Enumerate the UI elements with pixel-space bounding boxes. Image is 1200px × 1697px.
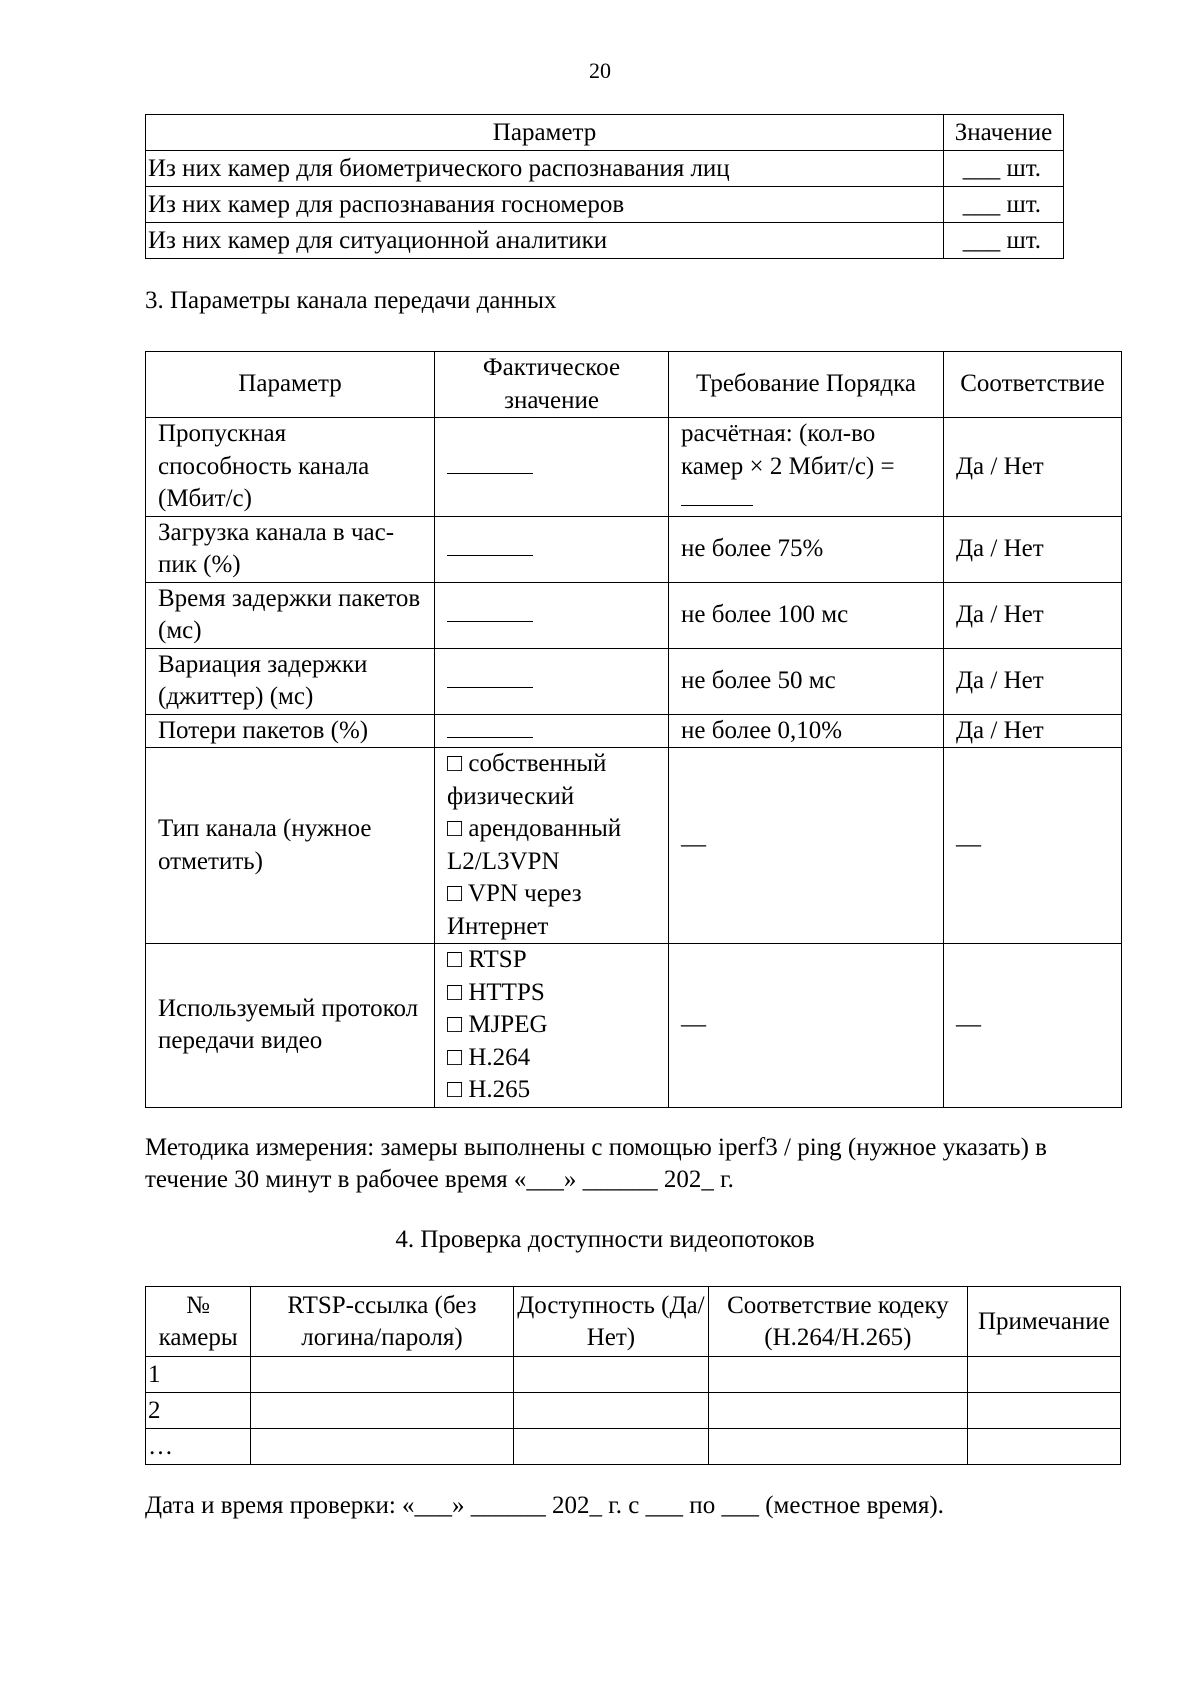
- table-row: [146, 187, 1064, 223]
- header-value: Значение: [944, 115, 1064, 151]
- checkbox-option[interactable]: □ H.264: [447, 1043, 531, 1071]
- compliance-cell: —: [944, 748, 1122, 944]
- table-row: [146, 1393, 1121, 1429]
- table-row: [146, 1429, 1121, 1465]
- note-cell[interactable]: [967, 1429, 1120, 1465]
- rtsp-link-cell[interactable]: [251, 1429, 514, 1465]
- rtsp-link-cell[interactable]: [251, 1357, 514, 1393]
- camera-count-table: [145, 114, 1064, 259]
- compliance-cell: Да / Нет: [944, 714, 1122, 748]
- requirement-cell: не более 50 мс: [669, 648, 944, 714]
- camera-number-cell: …: [146, 1429, 251, 1465]
- header-camera-number: № камеры: [146, 1287, 251, 1357]
- compliance-cell: Да / Нет: [944, 648, 1122, 714]
- blank-line: [447, 535, 533, 556]
- camera-number-cell: 2: [146, 1393, 251, 1429]
- table-row-protocol: [146, 944, 1122, 1108]
- requirement-cell: [669, 418, 944, 517]
- param-cell: Загрузка канала в час-пик (%): [146, 516, 435, 582]
- param-cell: Тип канала (нужное отметить): [146, 748, 435, 944]
- compliance-cell: Да / Нет: [944, 516, 1122, 582]
- table-row-channel-type: [146, 748, 1122, 944]
- header-availability: Доступность (Да/Нет): [513, 1287, 708, 1357]
- param-cell: Пропускная способность канала (Мбит/с): [146, 418, 435, 517]
- header-requirement: Требование Порядка: [669, 352, 944, 418]
- checkbox-option[interactable]: □ MJPEG: [447, 1011, 548, 1038]
- value-cell: ___ шт.: [944, 223, 1064, 259]
- options-cell: [435, 944, 669, 1108]
- checkbox-option[interactable]: □ VPN через Интернет: [447, 880, 582, 940]
- table-row: [146, 648, 1122, 714]
- section-3-title: 3. Параметры канала передачи данных: [145, 287, 557, 314]
- compliance-cell: Да / Нет: [944, 418, 1122, 517]
- actual-value-cell: [435, 714, 669, 748]
- checkbox-option[interactable]: □ RTSP: [447, 946, 527, 973]
- header-codec: Соответствие кодеку (H.264/H.265): [709, 1287, 968, 1357]
- blank-line: [447, 717, 533, 738]
- table-row: [146, 418, 1122, 517]
- table-row: [146, 151, 1064, 187]
- table-row: [146, 582, 1122, 648]
- checkbox-option[interactable]: □ собственный физический: [447, 750, 607, 810]
- header-rtsp-link: RTSP-ссылка (без логина/пароля): [251, 1287, 514, 1357]
- table-row: [146, 223, 1064, 259]
- compliance-cell: —: [944, 944, 1122, 1108]
- codec-cell[interactable]: [709, 1429, 968, 1465]
- video-streams-table: [145, 1286, 1121, 1465]
- value-cell: ___ шт.: [944, 187, 1064, 223]
- param-cell: Потери пакетов (%): [146, 714, 435, 748]
- note-cell[interactable]: [967, 1357, 1120, 1393]
- header-compliance: Соответствие: [944, 352, 1122, 418]
- requirement-cell: —: [669, 748, 944, 944]
- param-cell: Из них камер для биометрического распознавания лиц: [146, 151, 944, 187]
- section-4-title: 4. Проверка доступности видеопотоков: [395, 1226, 815, 1253]
- header-actual-value: Фактическое значение: [435, 352, 669, 418]
- actual-value-cell: [435, 418, 669, 517]
- requirement-cell: —: [669, 944, 944, 1108]
- availability-cell[interactable]: [513, 1393, 708, 1429]
- actual-value-cell: [435, 648, 669, 714]
- measurement-method-text: Методика измерения: замеры выполнены с помощью iperf3 / ping (нужное указать) в течение 30 минут в рабочее время «___» ______ 202_ г.: [145, 1134, 1047, 1193]
- check-date-text: Дата и время проверки: «___» ______ 202_ г. с ___ по ___ (местное время).: [145, 1492, 944, 1519]
- availability-cell[interactable]: [513, 1429, 708, 1465]
- blank-line: [447, 667, 533, 688]
- param-cell: Вариация задержки (джиттер) (мс): [146, 648, 435, 714]
- actual-value-cell: [435, 582, 669, 648]
- table-row: [146, 714, 1122, 748]
- header-note: Примечание: [967, 1287, 1120, 1357]
- camera-number-cell: 1: [146, 1357, 251, 1393]
- requirement-cell: не более 0,10%: [669, 714, 944, 748]
- requirement-cell: не более 75%: [669, 516, 944, 582]
- param-cell: Время задержки пакетов (мс): [146, 582, 435, 648]
- rtsp-link-cell[interactable]: [251, 1393, 514, 1429]
- table-row: [146, 516, 1122, 582]
- blank-line: [447, 601, 533, 622]
- options-cell: [435, 748, 669, 944]
- codec-cell[interactable]: [709, 1393, 968, 1429]
- blank-line: [447, 453, 533, 474]
- checkbox-option[interactable]: □ H.265: [447, 1076, 531, 1103]
- param-cell: Из них камер для распознавания госномеров: [146, 187, 944, 223]
- requirement-text: расчётная: (кол-во камер × 2 Мбит/с) =: [681, 420, 895, 480]
- value-cell: ___ шт.: [944, 151, 1064, 187]
- compliance-cell: Да / Нет: [944, 582, 1122, 648]
- note-cell[interactable]: [967, 1393, 1120, 1429]
- codec-cell[interactable]: [709, 1357, 968, 1393]
- availability-cell[interactable]: [513, 1357, 708, 1393]
- blank-line: [681, 485, 753, 506]
- actual-value-cell: [435, 516, 669, 582]
- checkbox-option[interactable]: □ HTTPS: [447, 978, 545, 1006]
- param-cell: Из них камер для ситуационной аналитики: [146, 223, 944, 259]
- requirement-cell: не более 100 мс: [669, 582, 944, 648]
- channel-params-table: [145, 351, 1122, 1108]
- header-param: Параметр: [146, 352, 435, 418]
- table-row: [146, 1357, 1121, 1393]
- page-number: 20: [589, 58, 611, 83]
- header-param: Параметр: [146, 115, 944, 151]
- param-cell: Используемый протокол передачи видео: [146, 944, 435, 1108]
- checkbox-option[interactable]: □ арендованный L2/L3VPN: [447, 815, 622, 875]
